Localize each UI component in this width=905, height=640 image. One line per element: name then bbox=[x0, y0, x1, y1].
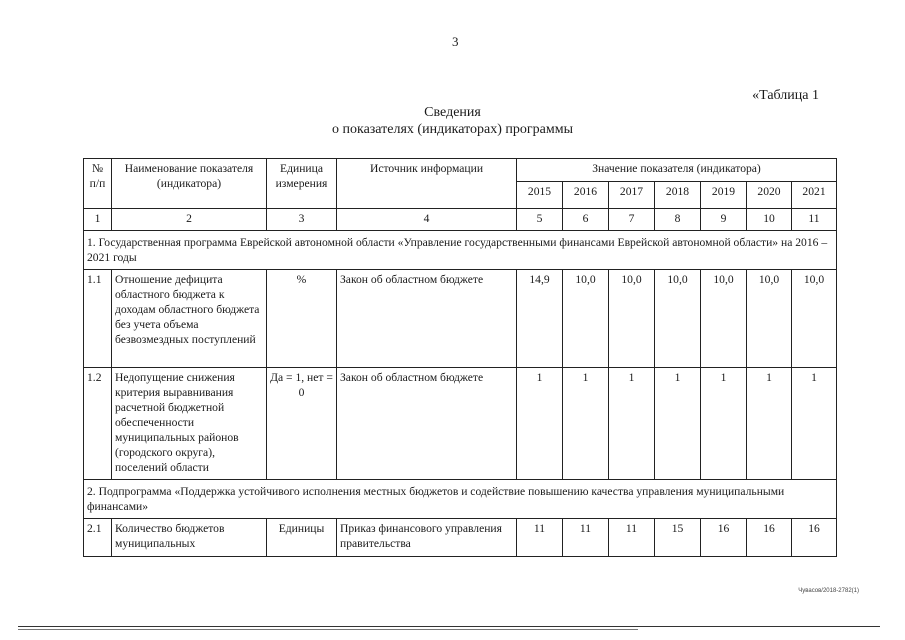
header-row bbox=[84, 159, 837, 182]
row-unit: % bbox=[267, 270, 337, 368]
index-cell: 5 bbox=[517, 209, 563, 231]
footer-rule bbox=[18, 626, 880, 627]
index-cell: 7 bbox=[609, 209, 655, 231]
row-value: 1 bbox=[517, 368, 563, 480]
row-value: 10,0 bbox=[792, 270, 837, 368]
row-num: 1.1 bbox=[84, 270, 112, 368]
table-title bbox=[0, 104, 905, 138]
row-value: 10,0 bbox=[747, 270, 792, 368]
header-unit: Единица измерения bbox=[267, 159, 337, 209]
row-source: Закон об областном бюджете bbox=[337, 368, 517, 480]
row-name: Количество бюджетов муниципальных bbox=[112, 519, 267, 557]
header-year: 2021 bbox=[792, 182, 837, 209]
row-source: Приказ финансового управления правительства bbox=[337, 519, 517, 557]
row-source: Закон об областном бюджете bbox=[337, 270, 517, 368]
header-year: 2020 bbox=[747, 182, 792, 209]
header-source: Источник информации bbox=[337, 159, 517, 209]
row-value: 11 bbox=[609, 519, 655, 557]
row-value: 14,9 bbox=[517, 270, 563, 368]
row-unit: Да = 1, нет = 0 bbox=[267, 368, 337, 480]
index-cell: 10 bbox=[747, 209, 792, 231]
header-year: 2017 bbox=[609, 182, 655, 209]
row-name: Отношение дефицита областного бюджета к доходам областного бюджета без учета объема безвозмездных поступлений bbox=[112, 270, 267, 368]
row-value: 16 bbox=[701, 519, 747, 557]
index-cell: 8 bbox=[655, 209, 701, 231]
document-code: Чувасов/2018-2782(1) bbox=[798, 588, 859, 594]
table-reference: «Таблица 1 bbox=[752, 88, 819, 103]
row-unit: Единицы bbox=[267, 519, 337, 557]
index-cell: 6 bbox=[563, 209, 609, 231]
row-value: 10,0 bbox=[563, 270, 609, 368]
row-value: 15 bbox=[655, 519, 701, 557]
section-row bbox=[84, 480, 837, 519]
row-value: 10,0 bbox=[609, 270, 655, 368]
row-value: 11 bbox=[563, 519, 609, 557]
row-value: 1 bbox=[609, 368, 655, 480]
index-cell: 2 bbox=[112, 209, 267, 231]
index-row bbox=[84, 209, 837, 231]
header-name: Наименование показателя (индикатора) bbox=[112, 159, 267, 209]
row-value: 11 bbox=[517, 519, 563, 557]
row-value: 1 bbox=[747, 368, 792, 480]
index-cell: 9 bbox=[701, 209, 747, 231]
row-num: 1.2 bbox=[84, 368, 112, 480]
row-value: 16 bbox=[747, 519, 792, 557]
header-num: № п/п bbox=[84, 159, 112, 209]
header-year: 2018 bbox=[655, 182, 701, 209]
row-num: 2.1 bbox=[84, 519, 112, 557]
row-name: Недопущение снижения критерия выравнивания расчетной бюджетной обеспеченности муниципальных районов (городского округа), поселений области bbox=[112, 368, 267, 480]
title-line-1: Сведения bbox=[424, 105, 481, 120]
index-cell: 11 bbox=[792, 209, 837, 231]
section-row bbox=[84, 231, 837, 270]
index-cell: 4 bbox=[337, 209, 517, 231]
header-year: 2019 bbox=[701, 182, 747, 209]
section-2-title: 2. Подпрограмма «Поддержка устойчивого исполнения местных бюджетов и содействие повышению качества управления муниципальными финансами» bbox=[84, 480, 837, 519]
table-row bbox=[84, 270, 837, 368]
row-value: 10,0 bbox=[655, 270, 701, 368]
indicators-table bbox=[83, 158, 837, 557]
header-year: 2015 bbox=[517, 182, 563, 209]
header-year: 2016 bbox=[563, 182, 609, 209]
title-line-2: о показателях (индикаторах) программы bbox=[331, 122, 574, 137]
table-row bbox=[84, 519, 837, 557]
page-number: 3 bbox=[452, 34, 459, 49]
row-value: 1 bbox=[792, 368, 837, 480]
footer-rule-2 bbox=[18, 629, 638, 630]
index-cell: 1 bbox=[84, 209, 112, 231]
index-cell: 3 bbox=[267, 209, 337, 231]
row-value: 1 bbox=[655, 368, 701, 480]
row-value: 10,0 bbox=[701, 270, 747, 368]
row-value: 1 bbox=[701, 368, 747, 480]
header-values-group: Значение показателя (индикатора) bbox=[517, 159, 837, 182]
row-value: 1 bbox=[563, 368, 609, 480]
table-row bbox=[84, 368, 837, 480]
row-value: 16 bbox=[792, 519, 837, 557]
section-1-title: 1. Государственная программа Еврейской автономной области «Управление государственными финансами Еврейской автономной области» на 2016 – 2021 годы bbox=[84, 231, 837, 270]
